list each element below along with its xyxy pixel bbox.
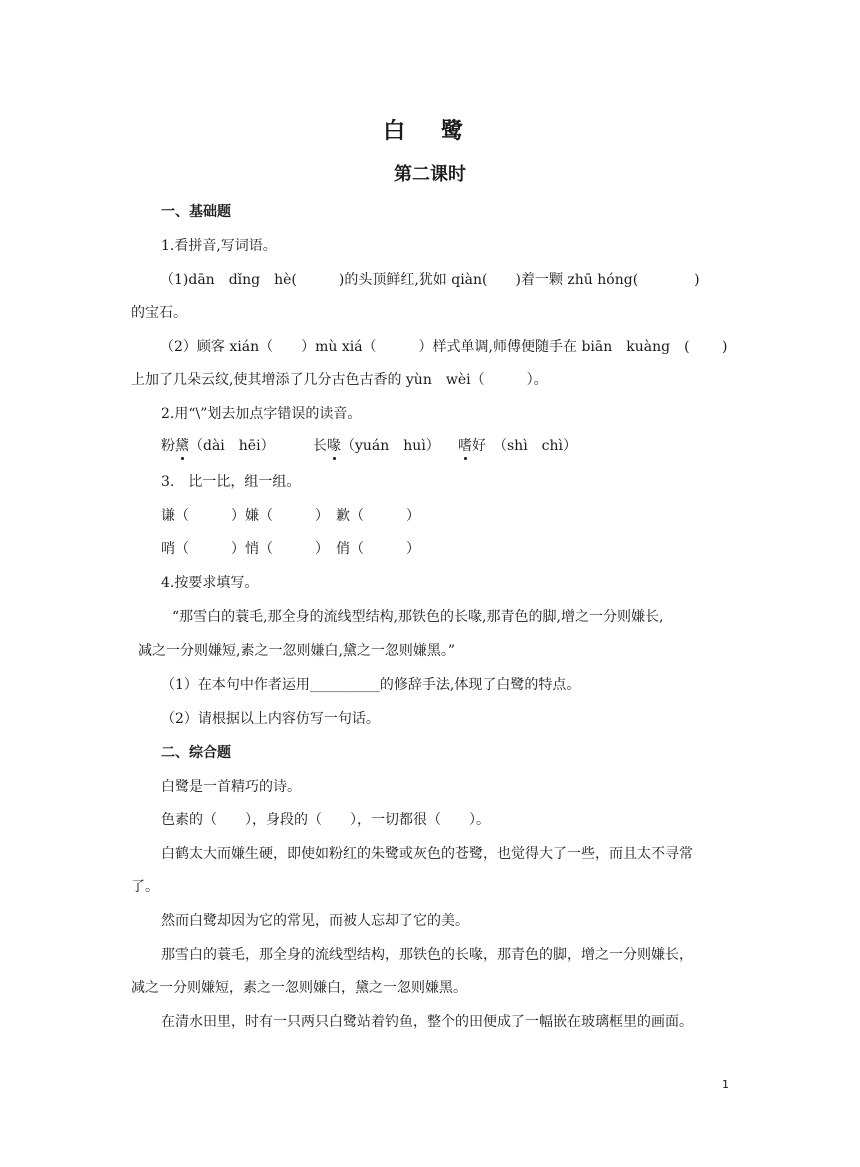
document-title: 白 鹭 (383, 119, 477, 144)
dotted-char-shi: 嗜 (458, 438, 472, 454)
passage-paragraph-3-cont: 了。 (131, 879, 159, 895)
question-4-quote-line-1: “那雪白的蓑毛,那全身的流线型结构,那铁色的长喙,那青色的脚,增之一分则嫌长, (172, 609, 664, 625)
question-1-item-1-cont: 的宝石。 (131, 305, 187, 321)
passage-paragraph-6: 在清水田里，时有一只两只白鹭站着钓鱼，整个的田便成了一幅嵌在玻璃框里的画面。 (161, 1014, 693, 1030)
question-3-row-2: 哨（ ）悄（ ） 俏（ ） (161, 541, 420, 557)
question-4-quote-line-2: 减之一分则嫌短,素之一忽则嫌白,黛之一忽则嫌黑。” (138, 643, 456, 659)
dotted-char-dai: 黛 (175, 438, 189, 454)
passage-paragraph-3: 白鹤太大而嫌生硬，即使如粉红的朱鹭或灰色的苍鹭，也觉得大了一些，而且太不寻常 (161, 846, 693, 862)
lesson-subtitle: 第二课时 (394, 164, 466, 185)
section-heading-comprehensive: 二、综合题 (161, 745, 231, 761)
question-2-stem: 2.用“\”划去加点字错误的读音。 (161, 406, 362, 422)
question-1-item-2-cont: 上加了几朵云纹,使其增添了几分古色古香的 yùn wèi（ ）。 (131, 372, 548, 388)
question-2-word-3 (458, 436, 577, 456)
question-1-stem: 1.看拼音,写词语。 (161, 238, 277, 254)
question-4-item-2: （2）请根据以上内容仿写一句话。 (161, 711, 380, 727)
question-3-row-1: 谦（ ）嫌（ ） 歉（ ） (161, 508, 420, 524)
passage-paragraph-5-cont: 减之一分则嫌短，素之一忽则嫌白，黛之一忽则嫌黑。 (131, 980, 467, 996)
passage-paragraph-4: 然而白鹭却因为它的常见，而被人忘却了它的美。 (161, 913, 469, 929)
passage-paragraph-2: 色素的（ ），身段的（ ），一切都很（ ）。 (161, 812, 490, 828)
word-1-prefix: 粉 (161, 438, 175, 454)
word-2-prefix: 长 (313, 438, 327, 454)
passage-paragraph-5: 那雪白的蓑毛，那全身的流线型结构，那铁色的长喙，那青色的脚，增之一分则嫌长， (161, 947, 693, 963)
question-1-item-2: （2）顾客 xián（ ）mù xiá（ ）样式单调,师傅便随手在 biān kuàng ( ) (160, 339, 728, 355)
word-1-pinyin: （dài hēi） (189, 438, 275, 454)
question-4-item-1: （1）在本句中作者运用__________的修辞手法,体现了白鹭的特点。 (161, 677, 581, 693)
section-heading-basic: 一、基础题 (161, 204, 231, 220)
passage-paragraph-1: 白鹭是一首精巧的诗。 (161, 779, 301, 795)
page-number: 1 (722, 1078, 729, 1091)
word-3-pinyin: 好 （shì chì） (472, 438, 578, 454)
word-2-pinyin: （yuán huì） (341, 438, 440, 454)
question-3-stem: 3. 比一比，组一组。 (161, 474, 301, 490)
dotted-char-hui: 喙 (327, 438, 341, 454)
question-2-word-2 (313, 436, 440, 456)
question-2-word-1 (161, 436, 275, 456)
question-4-stem: 4.按要求填写。 (161, 575, 259, 591)
question-1-item-1: （1)dān dǐng hè( )的头顶鲜红,犹如 qiàn( )着一颗 zhū hóng( ) (160, 272, 700, 288)
